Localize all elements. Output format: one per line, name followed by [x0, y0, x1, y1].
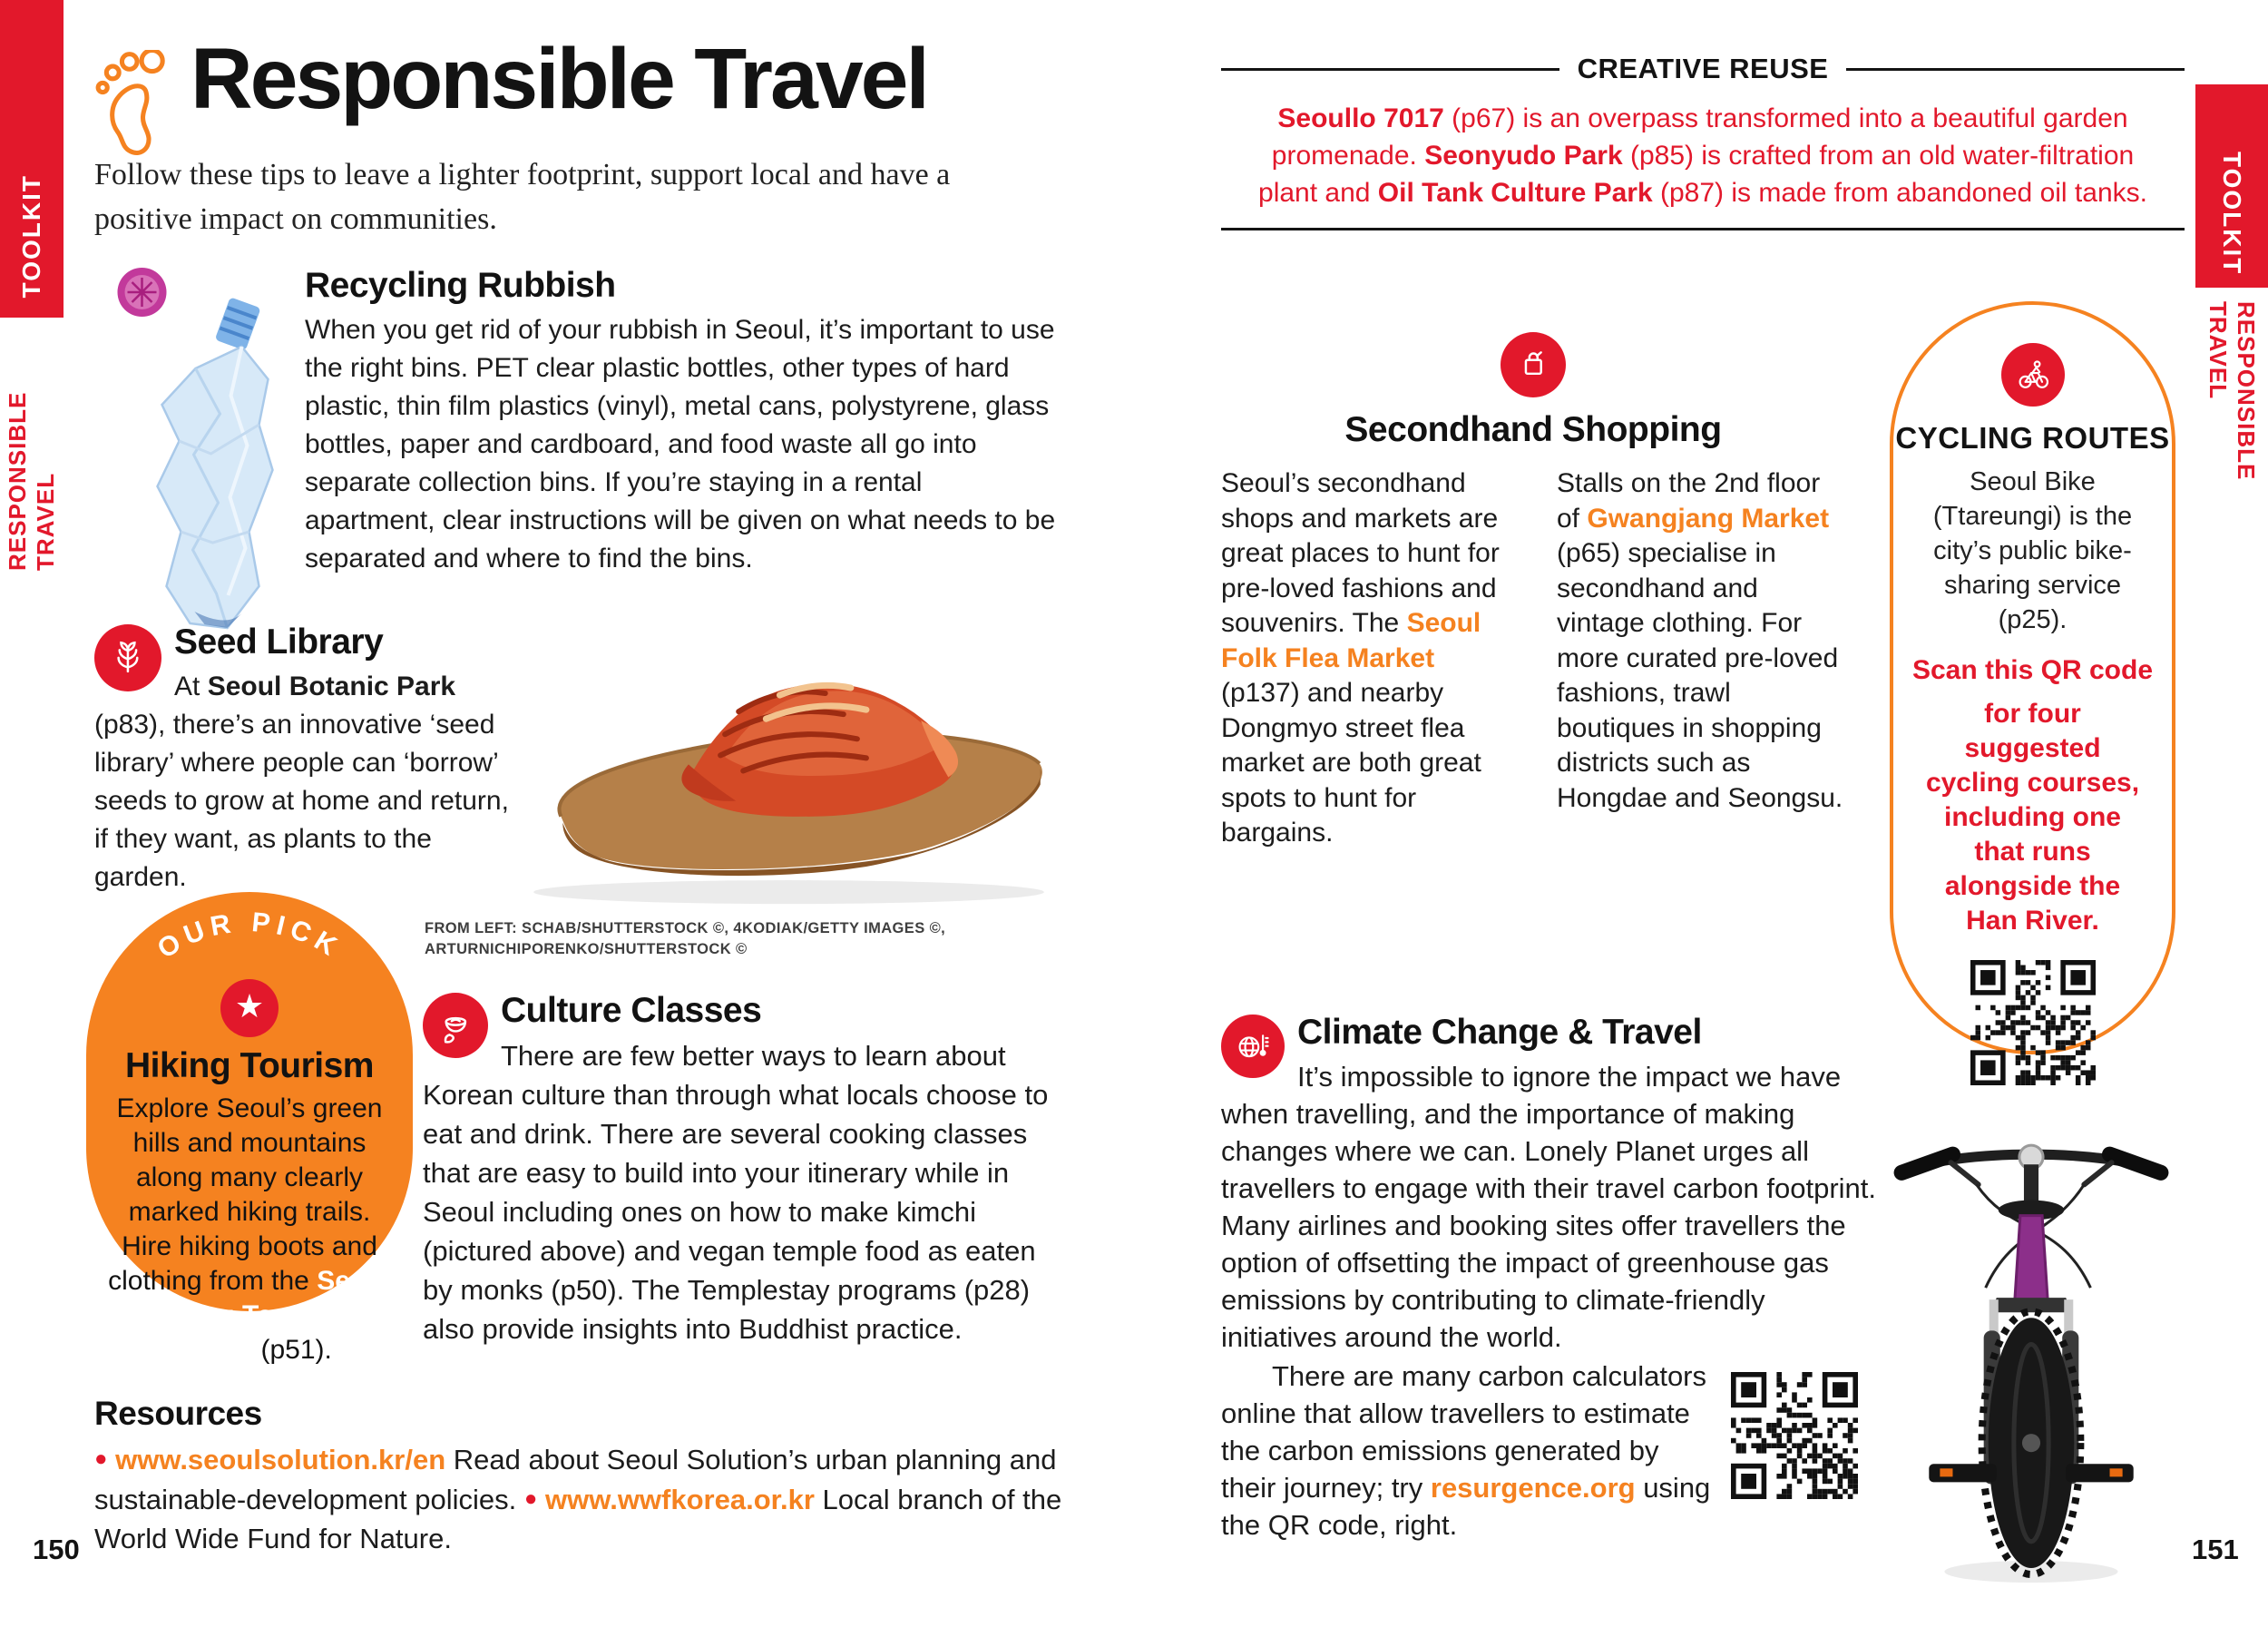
resources-heading: Resources [94, 1395, 262, 1432]
cycling-cta-2: for four suggested cycling courses, including one that runs alongside the Han River. [1925, 699, 2140, 936]
our-pick-label: OUR PICK [152, 907, 347, 965]
page-number-right: 151 [2192, 1534, 2239, 1565]
secondhand-col-1: Seoul’s secondhand shops and markets are great places to hunt for pre-loved fashions and souvenirs. The Seoul Folk Flea Market (p137) and nearby Dongmyo street flea market are both great spots to hunt for bargains. [1221, 468, 1500, 848]
star-icon: ★ [220, 979, 279, 1037]
photo-credit: FROM LEFT: SCHAB/SHUTTERSTOCK ©, 4KODIAK/GETTY IMAGES ©, ARTURNICHIPORENKO/SHUTTERSTOCK © [425, 920, 946, 957]
secondhand-col-2: Stalls on the 2nd floor of Gwangjang Market (p65) specialise in secondhand and vintage clothing. For more curated pre-loved fashions, trawl boutiques in shopping districts such as Hongdae and Seongsu. [1557, 468, 1843, 813]
hiking-body-1: Explore Seoul’s green hills and mountains along many clearly marked hiking trails. Hire hiking boots and clothing from the [108, 1093, 383, 1296]
bullet-icon: ● [94, 1446, 108, 1471]
seoul-botanic-park: Seoul Botanic Park [207, 671, 456, 701]
climate-qr-code [1731, 1372, 1858, 1499]
seed-lead: At [174, 671, 208, 701]
resources-body [94, 1439, 1074, 1558]
creative-reuse-heading: CREATIVE REUSE [1577, 53, 1829, 84]
recycling-body: When you get rid of your rubbish in Seoul, it’s important to use the right bins. PET clear plastic bottles, other types of hard plastic, thin film plastics (vinyl), metal cans, polystyrene, glass bottles, paper and cardboard, and food waste all go into separate collection bins. If you’re staying in a rental apartment, clear instructions will be given on what needs to be separated and where to find the bins. [305, 315, 1056, 573]
seoullo-7017: Seoullo 7017 [1277, 103, 1444, 133]
cyclist-icon [2001, 343, 2065, 407]
our-pick-arc [86, 892, 413, 992]
cycling-routes-card [1890, 301, 2175, 1054]
oil-tank-culture-park: Oil Tank Culture Park [1377, 178, 1653, 208]
gwangjang-market-link: Gwangjang Market [1587, 503, 1830, 534]
toolkit-tab-label-left: TOOLKIT [17, 173, 45, 298]
culture-body: There are few better ways to learn about Korean culture than through what locals choose to eat and drink. There are several cooking classes that are easy to build into your itinerary while in Seoul including ones on how to make kimchi (pictured above) and vegan temple food as eaten by monks (p50). The Templestay programs (p28) also provide insights into Buddhist practice. [423, 1040, 1049, 1345]
seed-heading: Seed Library [174, 622, 384, 662]
bicycle-photo [1885, 1100, 2177, 1599]
rule-right [1846, 68, 2185, 71]
bullet-icon: ● [523, 1486, 538, 1511]
toolkit-tab-label-right: TOOLKIT [2218, 151, 2246, 275]
rule-left [1221, 68, 1559, 71]
left-edge-strip [0, 322, 64, 576]
hiking-body [86, 1092, 413, 1367]
creative-reuse-body: Seoullo 7017 (p67) is an overpass transformed into a beautiful garden promenade. Seonyudo Park (p85) is crafted from an old water-filtration plant and Oil Tank Culture Park (p87) is made from abandoned oil tanks. [1258, 103, 2147, 208]
resources-text-1: Read about Seoul Solution’s urban planning and sustainable-development policies. [94, 1444, 1057, 1515]
cycling-heading: CYCLING ROUTES [1895, 421, 2170, 455]
climate-row [1221, 1358, 1887, 1544]
left-page-tab [0, 0, 64, 318]
right-page-tab [2195, 84, 2268, 288]
seonyudo-park: Seonyudo Park [1424, 141, 1623, 171]
globe-thermometer-icon [1221, 1015, 1285, 1078]
climate-section [1221, 1013, 1887, 1544]
svg-text:OUR PICK [152, 907, 347, 965]
resources-text-2: Local branch of the World Wide Fund for Nature. [94, 1484, 1062, 1554]
seed-body [94, 668, 528, 897]
seoul-folk-flea-market-link: Seoul Folk Flea Market [1221, 608, 1481, 673]
page-title: Responsible Travel [191, 31, 927, 127]
recycling-heading: Recycling Rubbish [305, 266, 616, 305]
footprint-icon [89, 50, 175, 159]
culture-heading: Culture Classes [501, 991, 762, 1030]
page-number-left: 150 [33, 1534, 80, 1565]
cycling-qr-code [1970, 960, 2096, 1085]
creative-reuse-panel [1221, 53, 2185, 230]
shopping-bag-icon [1501, 332, 1566, 397]
right-edge-strip [2195, 298, 2268, 561]
our-pick-card [86, 892, 413, 1365]
secondhand-heading: Secondhand Shopping [1344, 410, 1722, 449]
page-intro: Follow these tips to leave a lighter footprint, support local and have a positive impact on communities. [94, 158, 951, 236]
climate-body: It’s impossible to ignore the impact we have when travelling, and the importance of making changes where we can. Lonely Planet urges all travellers to engage with their travel carbon footprint. Many airlines and booking sites offer travellers the option of offsetting the impact of greenhouse gas emissions by contributing to climate-friendly initiatives around the world. [1221, 1061, 1876, 1353]
cycling-cta-1: Scan this QR code [1911, 655, 2154, 685]
hiking-body-2: (p51). [253, 1335, 332, 1365]
recycling-section [305, 266, 1058, 578]
culture-section [423, 991, 1063, 1348]
secondhand-columns [1221, 466, 1856, 851]
seoulsolution-link: www.seoulsolution.kr/en [115, 1444, 446, 1475]
food-bowl-icon [423, 993, 488, 1058]
edge-label-right: RESPONSIBLE TRAVEL [2204, 301, 2260, 481]
climate-heading: Climate Change & Travel [1297, 1013, 1702, 1052]
plastic-bottle-photo [102, 260, 301, 641]
edge-label-left: RESPONSIBLE TRAVEL [4, 391, 59, 571]
hiking-heading: Hiking Tourism [125, 1046, 374, 1085]
wwfkorea-link: www.wwfkorea.or.kr [545, 1484, 815, 1515]
resources-section [94, 1394, 1074, 1558]
seed-rest: (p83), there’s an innovative ‘seed library’ where people can ‘borrow’ seeds to grow at home and return, if they want, as plants to the garden. [94, 710, 509, 892]
rule-bottom [1221, 228, 2185, 230]
kimchi-photo [506, 646, 1076, 914]
seed-library-section [94, 622, 528, 897]
seed-icon [94, 624, 161, 691]
climate-body-2: There are many carbon calculators online that allow travellers to estimate the carbon emissions generated by their journey; try resurgence.org using the QR code, right. [1221, 1360, 1711, 1541]
resurgence-link: resurgence.org [1430, 1472, 1636, 1504]
hiking-center-name: Seoul Hiking Tourism Center [151, 1266, 391, 1365]
cycling-intro: Seoul Bike (Ttareungi) is the city’s public bike-sharing service (p25). [1932, 467, 2133, 634]
